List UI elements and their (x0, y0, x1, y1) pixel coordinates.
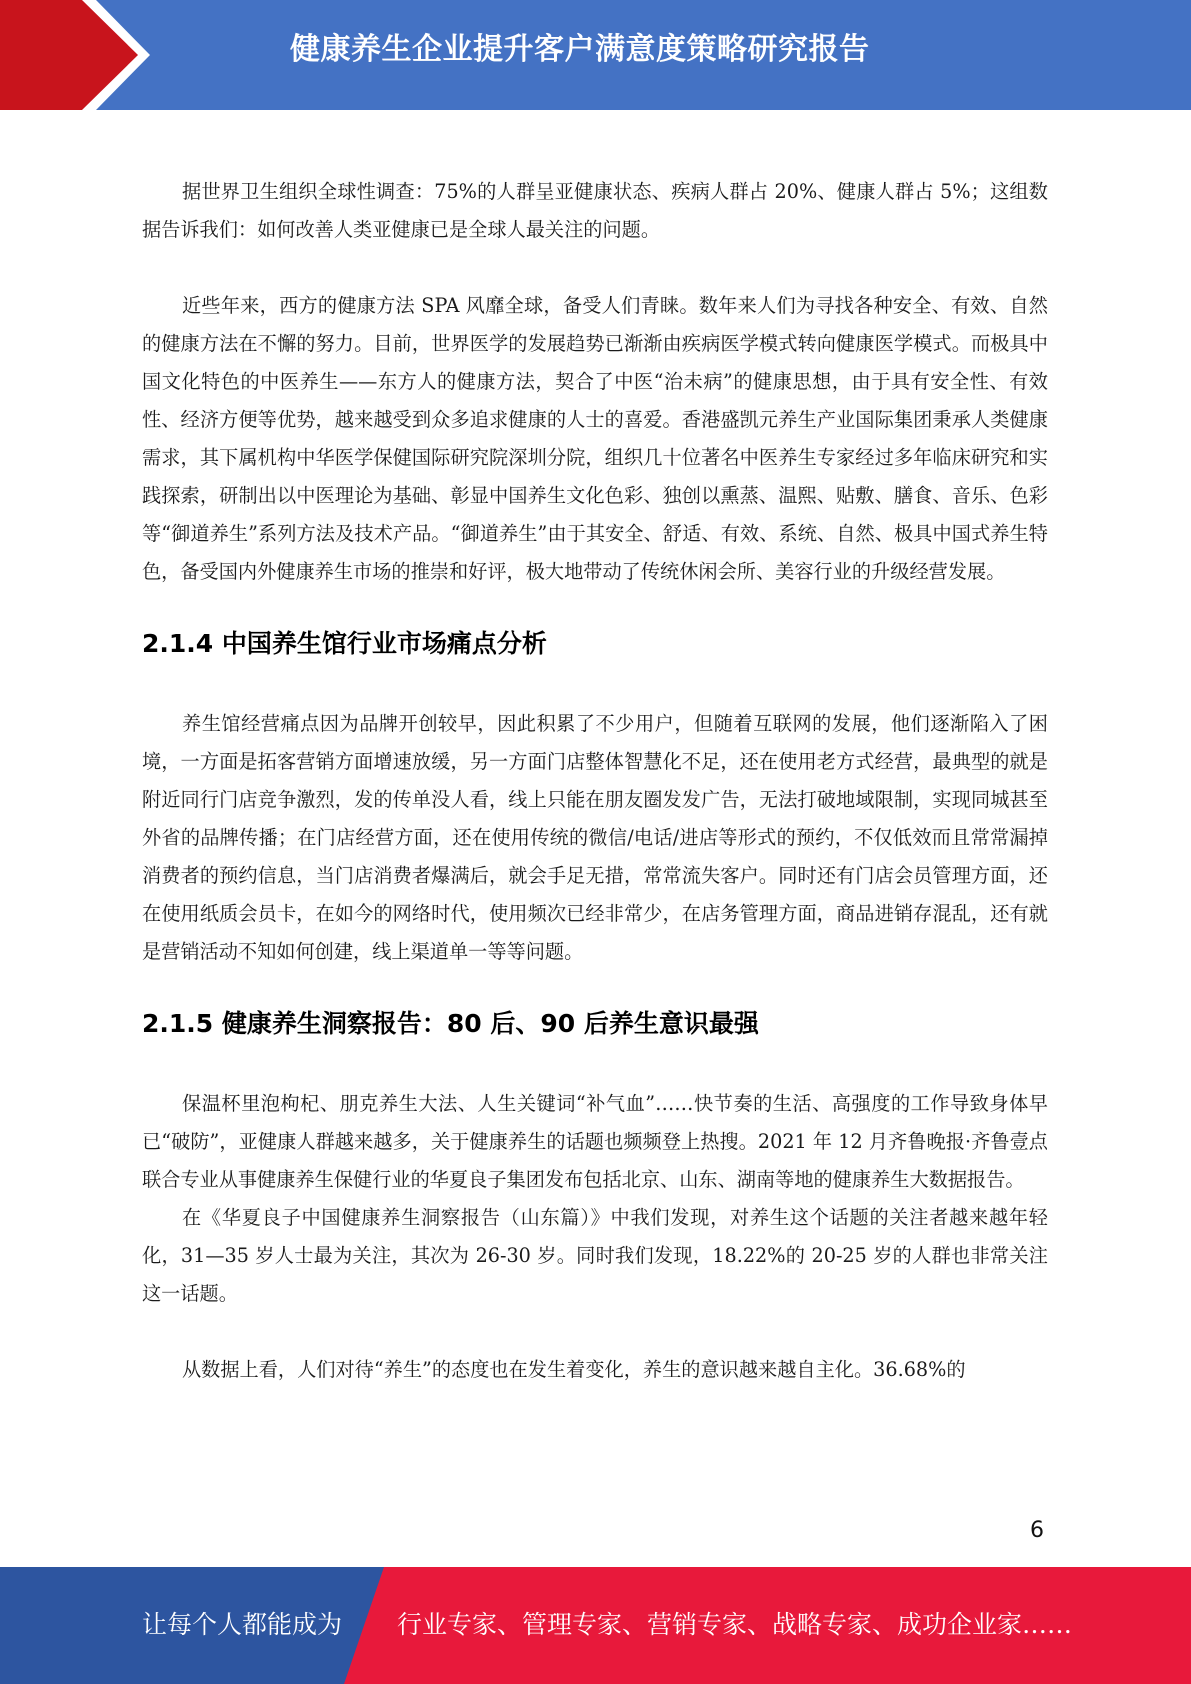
section-heading-2-1-4: 2.1.4 中国养生馆行业市场痛点分析 (142, 629, 547, 658)
footer-slogan-left: 让每个人都能成为 (142, 1610, 343, 1639)
page-header (0, 0, 1191, 110)
section-heading-2-1-5: 2.1.5 健康养生洞察报告：80 后、90 后养生意识最强 (142, 1009, 759, 1038)
paragraph-who-survey: 据世界卫生组织全球性调查：75%的人群呈亚健康状态、疾病人群占 20%、健康人群占 5%；这组数据告诉我们：如何改善人类亚健康已是全球人最关注的问题。 (142, 180, 1048, 241)
paragraph-pain-points: 养生馆经营痛点因为品牌开创较早，因此积累了不少用户，但随着互联网的发展，他们逐渐陷入了困境，一方面是拓客营销方面增速放缓，另一方面门店整体智慧化不足，还在使用老方式经营，最典型的就是附近同行门店竞争激烈，发的传单没人看，线上只能在朋友圈发发广告，无法打破地域限制，实现同城甚至外省的品牌传播；在门店经营方面，还在使用传统的微信/电话/进店等形式的预约，不仅低效而且常常漏掉消费者的预约信息，当门店消费者爆满后，就会手足无措，常常流失客户。同时还有门店会员管理方面，还在使用纸质会员卡，在如今的网络时代，使用频次已经非常少，在店务管理方面，商品进销存混乱，还有就是营销活动不知如何创建，线上渠道单一等等问题。 (142, 712, 1048, 963)
footer-slogan-right: 行业专家、管理专家、营销专家、战略专家、成功企业家…… (397, 1610, 1073, 1639)
paragraph-health-insight: 保温杯里泡枸杞、朋克养生大法、人生关键词“补气血”……快节奏的生活、高强度的工作导致身体早已“破防”，亚健康人群越来越多，关于健康养生的话题也频频登上热搜。2021 年 12 月齐鲁晚报·齐鲁壹点联合专业从事健康养生保健行业的华夏良子集团发布包括北京、山东、湖南等地的健康养生大数据报告。 (142, 1092, 1048, 1191)
page-number: 6 (1030, 1518, 1044, 1543)
paragraph-attitude-change: 从数据上看，人们对待“养生”的态度也在发生着变化，养生的意识越来越自主化。36.68%的 (182, 1358, 966, 1381)
paragraph-shandong-report: 在《华夏良子中国健康养生洞察报告（山东篇）》中我们发现，对养生这个话题的关注者越来越年轻化，31—35 岁人士最为关注，其次为 26-30 岁。同时我们发现，18.22%的 20-25 岁的人群也非常关注这一话题。 (142, 1206, 1048, 1305)
header-chevron-arrow (0, 0, 138, 110)
document-title: 健康养生企业提升客户满意度策略研究报告 (290, 32, 870, 67)
main-content (142, 173, 1048, 1389)
paragraph-spa-trend: 近些年来，西方的健康方法 SPA 风靡全球，备受人们青睐。数年来人们为寻找各种安全、有效、自然的健康方法在不懈的努力。目前，世界医学的发展趋势已渐渐由疾病医学模式转向健康医学模式。而极具中国文化特色的中医养生——东方人的健康方法，契合了中医“治未病”的健康思想，由于具有安全性、有效性、经济方便等优势，越来越受到众多追求健康的人士的喜爱。香港盛凯元养生产业国际集团秉承人类健康需求，其下属机构中华医学保健国际研究院深圳分院，组织几十位著名中医养生专家经过多年临床研究和实践探索，研制出以中医理论为基础、彰显中国养生文化色彩、独创以熏蒸、温熙、贴敷、膳食、音乐、色彩等“御道养生”系列方法及技术产品。“御道养生”由于其安全、舒适、有效、系统、自然、极具中国式养生特色，备受国内外健康养生市场的推崇和好评，极大地带动了传统休闲会所、美容行业的升级经营发展。 (142, 294, 1048, 583)
page-footer (0, 1567, 1191, 1684)
